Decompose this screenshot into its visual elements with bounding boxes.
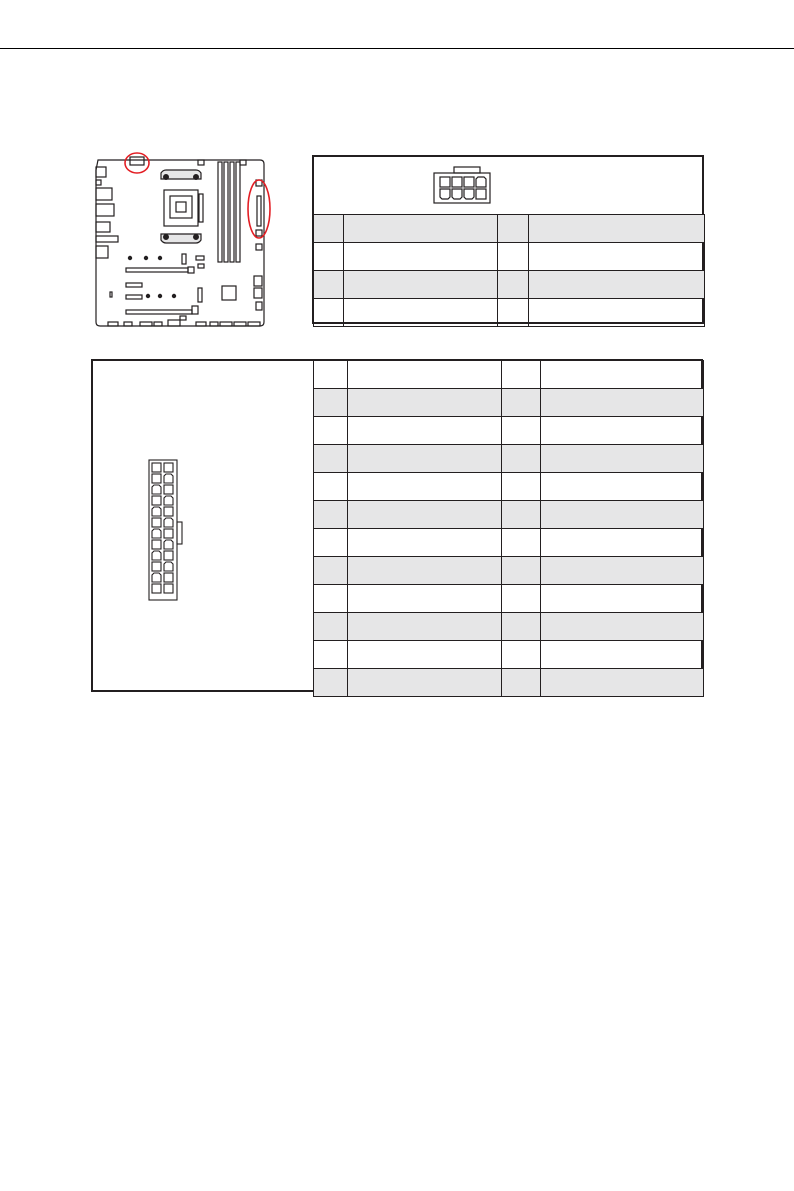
signal-name <box>541 361 704 389</box>
signal-name <box>348 473 502 501</box>
pin-number <box>502 417 541 445</box>
table-row <box>314 417 704 445</box>
table-row <box>314 215 705 243</box>
pin-number <box>314 501 348 529</box>
signal-name <box>541 641 704 669</box>
signal-name <box>528 299 704 327</box>
table-row <box>314 641 704 669</box>
table-row <box>314 585 704 613</box>
table-row <box>314 271 705 299</box>
pin-number <box>502 557 541 585</box>
pin-number <box>498 215 528 243</box>
pin-number <box>498 243 528 271</box>
signal-name <box>541 445 704 473</box>
signal-name <box>541 669 704 697</box>
pin-number <box>502 641 541 669</box>
motherboard-layout-icon <box>84 150 278 334</box>
table-row <box>314 361 704 389</box>
signal-name <box>348 529 502 557</box>
signal-name <box>541 585 704 613</box>
pin-number <box>314 613 348 641</box>
signal-name <box>348 361 502 389</box>
signal-name <box>348 613 502 641</box>
table-row <box>314 299 705 327</box>
pin-number <box>502 613 541 641</box>
pin-number <box>314 271 344 299</box>
table-row <box>314 243 705 271</box>
signal-name <box>348 417 502 445</box>
pin-number <box>498 271 528 299</box>
pin-number <box>502 389 541 417</box>
pin-number <box>498 299 528 327</box>
signal-name <box>528 215 704 243</box>
signal-name <box>541 529 704 557</box>
signal-name <box>344 243 498 271</box>
atx-power-pin-table <box>313 360 704 697</box>
pin-number <box>502 529 541 557</box>
signal-name <box>348 557 502 585</box>
pin-number <box>502 669 541 697</box>
cpu-power-pinout-box <box>312 155 704 324</box>
pin-number <box>314 529 348 557</box>
cpu-power-pin-table <box>313 214 705 327</box>
table-row <box>314 473 704 501</box>
signal-name <box>348 501 502 529</box>
signal-name <box>348 389 502 417</box>
signal-name <box>344 299 498 327</box>
pin-number <box>314 361 348 389</box>
signal-name <box>541 613 704 641</box>
signal-name <box>541 389 704 417</box>
pin-number <box>502 501 541 529</box>
signal-name <box>344 271 498 299</box>
table-row <box>314 557 704 585</box>
pin-number <box>314 243 344 271</box>
table-row <box>314 613 704 641</box>
table-row <box>314 445 704 473</box>
cpu-power-connector-header <box>314 157 702 215</box>
signal-name <box>344 215 498 243</box>
signal-name <box>541 501 704 529</box>
table-row <box>314 389 704 417</box>
signal-name <box>348 585 502 613</box>
signal-name <box>528 271 704 299</box>
signal-name <box>541 557 704 585</box>
pin-number <box>502 473 541 501</box>
header-rule <box>0 48 794 49</box>
8-pin-connector-icon <box>432 166 492 206</box>
pin-number <box>314 473 348 501</box>
pin-number <box>314 389 348 417</box>
pin-number <box>314 299 344 327</box>
table-row <box>314 501 704 529</box>
24-pin-connector-icon <box>147 458 187 602</box>
table-row <box>314 529 704 557</box>
pin-number <box>502 361 541 389</box>
signal-name <box>541 473 704 501</box>
signal-name <box>541 417 704 445</box>
pin-number <box>314 557 348 585</box>
atx-connector-illustration <box>93 361 314 690</box>
pin-number <box>314 215 344 243</box>
pin-number <box>314 445 348 473</box>
pin-number <box>314 641 348 669</box>
signal-name <box>528 243 704 271</box>
pin-number <box>502 585 541 613</box>
pin-number <box>314 669 348 697</box>
pin-number <box>502 445 541 473</box>
pin-number <box>314 585 348 613</box>
signal-name <box>348 669 502 697</box>
table-row <box>314 669 704 697</box>
signal-name <box>348 641 502 669</box>
signal-name <box>348 445 502 473</box>
pin-number <box>314 417 348 445</box>
atx-power-pinout-box <box>91 359 703 692</box>
